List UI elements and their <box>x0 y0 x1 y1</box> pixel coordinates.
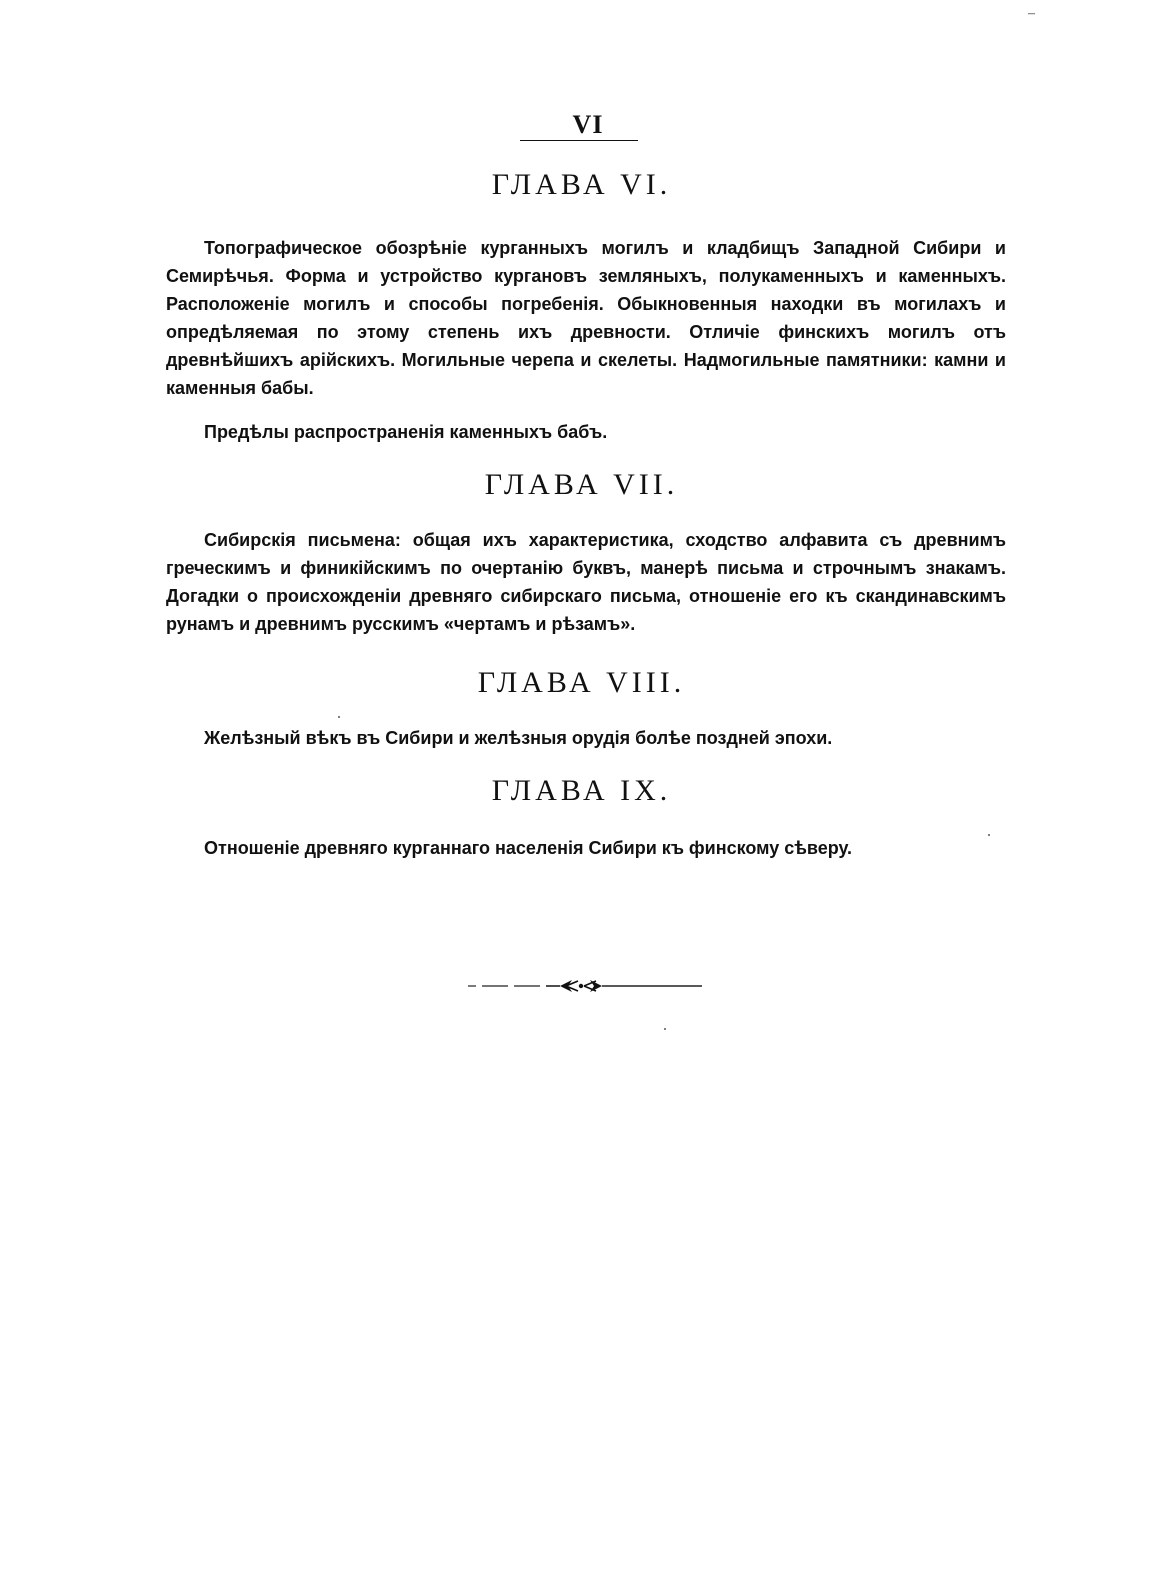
chapter-7-lead-term: Сибирскія письмена: <box>204 530 401 550</box>
corner-mark: – <box>1028 6 1035 21</box>
chapter-6-summary: Топографическое обозрѣніе курганныхъ могилъ и кладбищъ Западной Сибири и Семирѣчья. Форма и устройство кургановъ земляныхъ, полукаменныхъ и каменныхъ. Расположеніе могилъ и способы погребенія. Обыкновенныя находки въ могилахъ и опредѣляемая по этому степень ихъ древности. Отличіе финскихъ могилъ отъ древнѣйшихъ арійскихъ. Могильные черепа и скелеты. Надмогильные памятники: камни и каменныя бабы. <box>166 238 1006 398</box>
end-ornament-icon <box>468 976 702 996</box>
scan-speck <box>988 834 990 836</box>
scan-speck <box>664 1028 666 1030</box>
page-number: VI <box>572 110 604 139</box>
chapter-8-summary: Желѣзный вѣкъ въ Сибири и желѣзныя орудія болѣе поздней эпохи. <box>204 728 833 748</box>
chapter-8-title: ГЛАВА VIII. <box>477 666 686 699</box>
scan-speck <box>338 716 340 718</box>
chapter-7-title: ГЛАВА VII. <box>484 468 679 501</box>
page-number-rule <box>520 140 638 141</box>
chapter-9-title: ГЛАВА IX. <box>491 774 672 807</box>
chapter-6-extra-note: Предѣлы распространенія каменныхъ бабъ. <box>204 422 608 442</box>
chapter-6-title: ГЛАВА VI. <box>491 168 672 201</box>
chapter-9-summary: Отношеніе древняго курганнаго населенія Сибири къ финскому сѣверу. <box>204 838 852 858</box>
chapter-7-summary <box>166 526 1006 638</box>
chapter-7-summary-text: общая ихъ характеристика, сходство алфавита съ древнимъ греческимъ и финикійскимъ по очертанію буквъ, манерѣ письма и строчнымъ знакамъ. Догадки о происхожденіи древняго сибирскаго письма, отношеніе его къ скандинавскимъ рунамъ и древнимъ русскимъ «чертамъ и рѣзамъ». <box>166 530 1007 634</box>
